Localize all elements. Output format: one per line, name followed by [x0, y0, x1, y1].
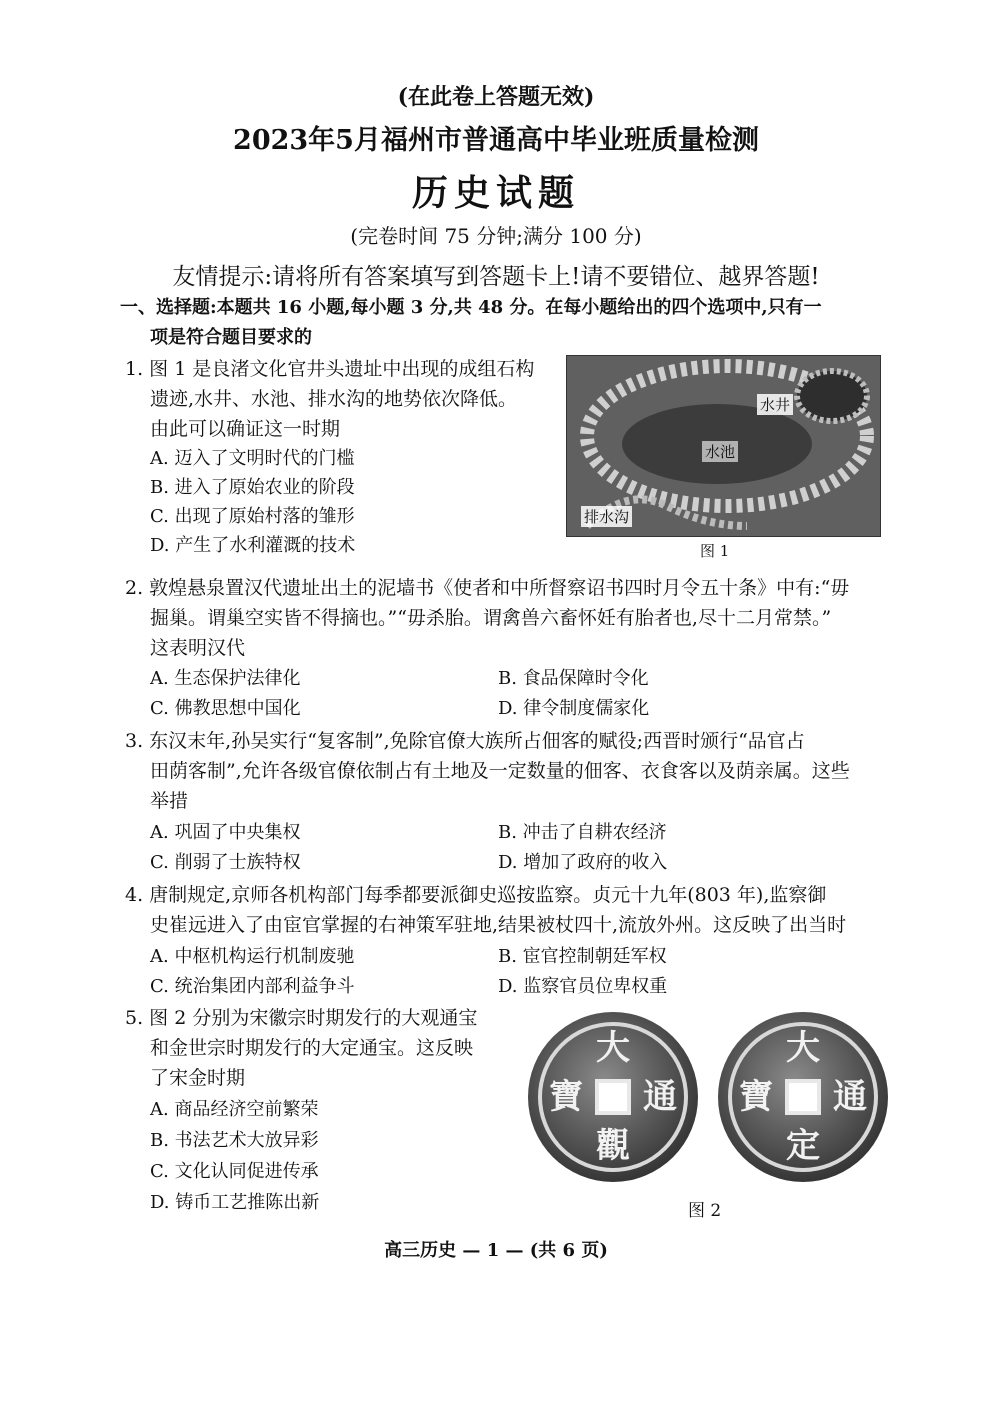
- q2-option-b: B. 食品保障时令化: [498, 668, 649, 689]
- q4-option-a: A. 中枢机构运行机制废驰: [150, 946, 355, 967]
- coin-daguan-bottom: 觀: [596, 1126, 630, 1166]
- q5-stem-line1: 5. 图 2 分别为宋徽宗时期发行的大观通宝: [125, 1007, 478, 1029]
- q5-option-d: D. 铸币工艺推陈出新: [150, 1192, 320, 1213]
- q4-option-c: C. 统治集团内部利益争斗: [150, 976, 355, 997]
- q1-stem-line1: 1. 图 1 是良渚文化官井头遗址中出现的成组石构: [125, 358, 535, 380]
- subject-title: 历史试题: [411, 172, 580, 214]
- q4-option-d: D. 监察官员位卑权重: [498, 976, 668, 997]
- q1-option-b: B. 进入了原始农业的阶段: [150, 477, 355, 498]
- coin-daguan-top: 大: [596, 1028, 630, 1068]
- q2-option-a: A. 生态保护法律化: [150, 668, 301, 689]
- invalid-notice: (在此卷上答题无效): [397, 84, 595, 110]
- label-well: 水井: [757, 394, 793, 415]
- q2-stem-line2: 掘巢。谓巢空实皆不得摘也。”“毋杀胎。谓禽兽六畜怀妊有胎者也,尽十二月常禁。”: [150, 607, 832, 629]
- q1-option-d: D. 产生了水利灌溉的技术: [150, 535, 356, 556]
- q5-option-b: B. 书法艺术大放异彩: [150, 1130, 319, 1151]
- exam-title: 2023年5月福州市普通高中毕业班质量检测: [233, 125, 759, 156]
- section-heading-cont: 项是符合题目要求的: [150, 327, 312, 348]
- q1-option-a: A. 迈入了文明时代的门槛: [150, 448, 355, 469]
- q3-stem-line1: 3. 东汉末年,孙吴实行“复客制”,免除官僚大族所占佃客的赋役;西晋时颁行“品官占: [125, 730, 805, 752]
- coin-daguan-right: 通: [643, 1077, 677, 1117]
- friendly-tip: 友情提示:请将所有答案填写到答题卡上!请不要错位、越界答题!: [172, 264, 820, 290]
- q5-option-c: C. 文化认同促进传承: [150, 1161, 319, 1182]
- q3-option-b: B. 冲击了自耕农经济: [498, 822, 667, 843]
- figure-1-caption: 图 1: [700, 542, 730, 560]
- q2-stem-line3: 这表明汉代: [150, 637, 246, 659]
- page-footer: 高三历史 — 1 — (共 6 页): [384, 1240, 608, 1261]
- q5-stem-line2: 和金世宗时期发行的大定通宝。这反映: [150, 1037, 474, 1059]
- coin-dading-left: 寶: [739, 1077, 773, 1117]
- q3-option-d: D. 增加了政府的收入: [498, 852, 668, 873]
- q2-option-c: C. 佛教思想中国化: [150, 698, 301, 719]
- q3-stem-line2: 田荫客制”,允许各级官僚依制占有土地及一定数量的佃客、衣食客以及荫亲属。这些: [150, 760, 850, 782]
- q4-stem-line1: 4. 唐制规定,京师各机构部门每季都要派御史巡按监察。贞元十九年(803 年),监察御: [125, 884, 827, 906]
- q5-option-a: A. 商品经济空前繁荣: [150, 1099, 319, 1120]
- section-heading: 一、选择题:本题共 16 小题,每小题 3 分,共 48 分。在每小题给出的四个选项中,只有一: [120, 297, 822, 318]
- label-ditch: 排水沟: [581, 506, 632, 527]
- coin-dading-bottom: 定: [786, 1126, 820, 1166]
- q3-stem-line3: 举措: [150, 790, 189, 812]
- q2-stem-line1: 2. 敦煌悬泉置汉代遗址出土的泥墙书《使者和中所督察诏书四时月令五十条》中有:“毋: [125, 577, 850, 599]
- figure-1-photo: [566, 355, 881, 537]
- q5-stem-line3: 了宋金时期: [150, 1067, 246, 1089]
- q4-stem-line2: 史崔远进入了由宦官掌握的右神策军驻地,结果被杖四十,流放外州。这反映了出当时: [150, 914, 847, 936]
- q1-stem-line2: 遗迹,水井、水池、排水沟的地势依次降低。: [150, 388, 518, 410]
- coin-dading-right: 通: [833, 1077, 867, 1117]
- q2-option-d: D. 律令制度儒家化: [498, 698, 650, 719]
- coin-daguan-left: 寶: [549, 1077, 583, 1117]
- label-pool: 水池: [702, 441, 738, 462]
- coin-dading: [718, 1012, 888, 1182]
- figure-2-caption: 图 2: [688, 1201, 722, 1221]
- coin-dading-top: 大: [786, 1028, 820, 1068]
- q1-option-c: C. 出现了原始村落的雏形: [150, 506, 355, 527]
- q3-option-a: A. 巩固了中央集权: [150, 822, 301, 843]
- time-score: (完卷时间 75 分钟;满分 100 分): [350, 224, 642, 248]
- q3-option-c: C. 削弱了士族特权: [150, 852, 301, 873]
- q4-option-b: B. 宦官控制朝廷军权: [498, 946, 667, 967]
- q1-stem-line3: 由此可以确证这一时期: [150, 418, 341, 440]
- coin-daguan: [528, 1012, 698, 1182]
